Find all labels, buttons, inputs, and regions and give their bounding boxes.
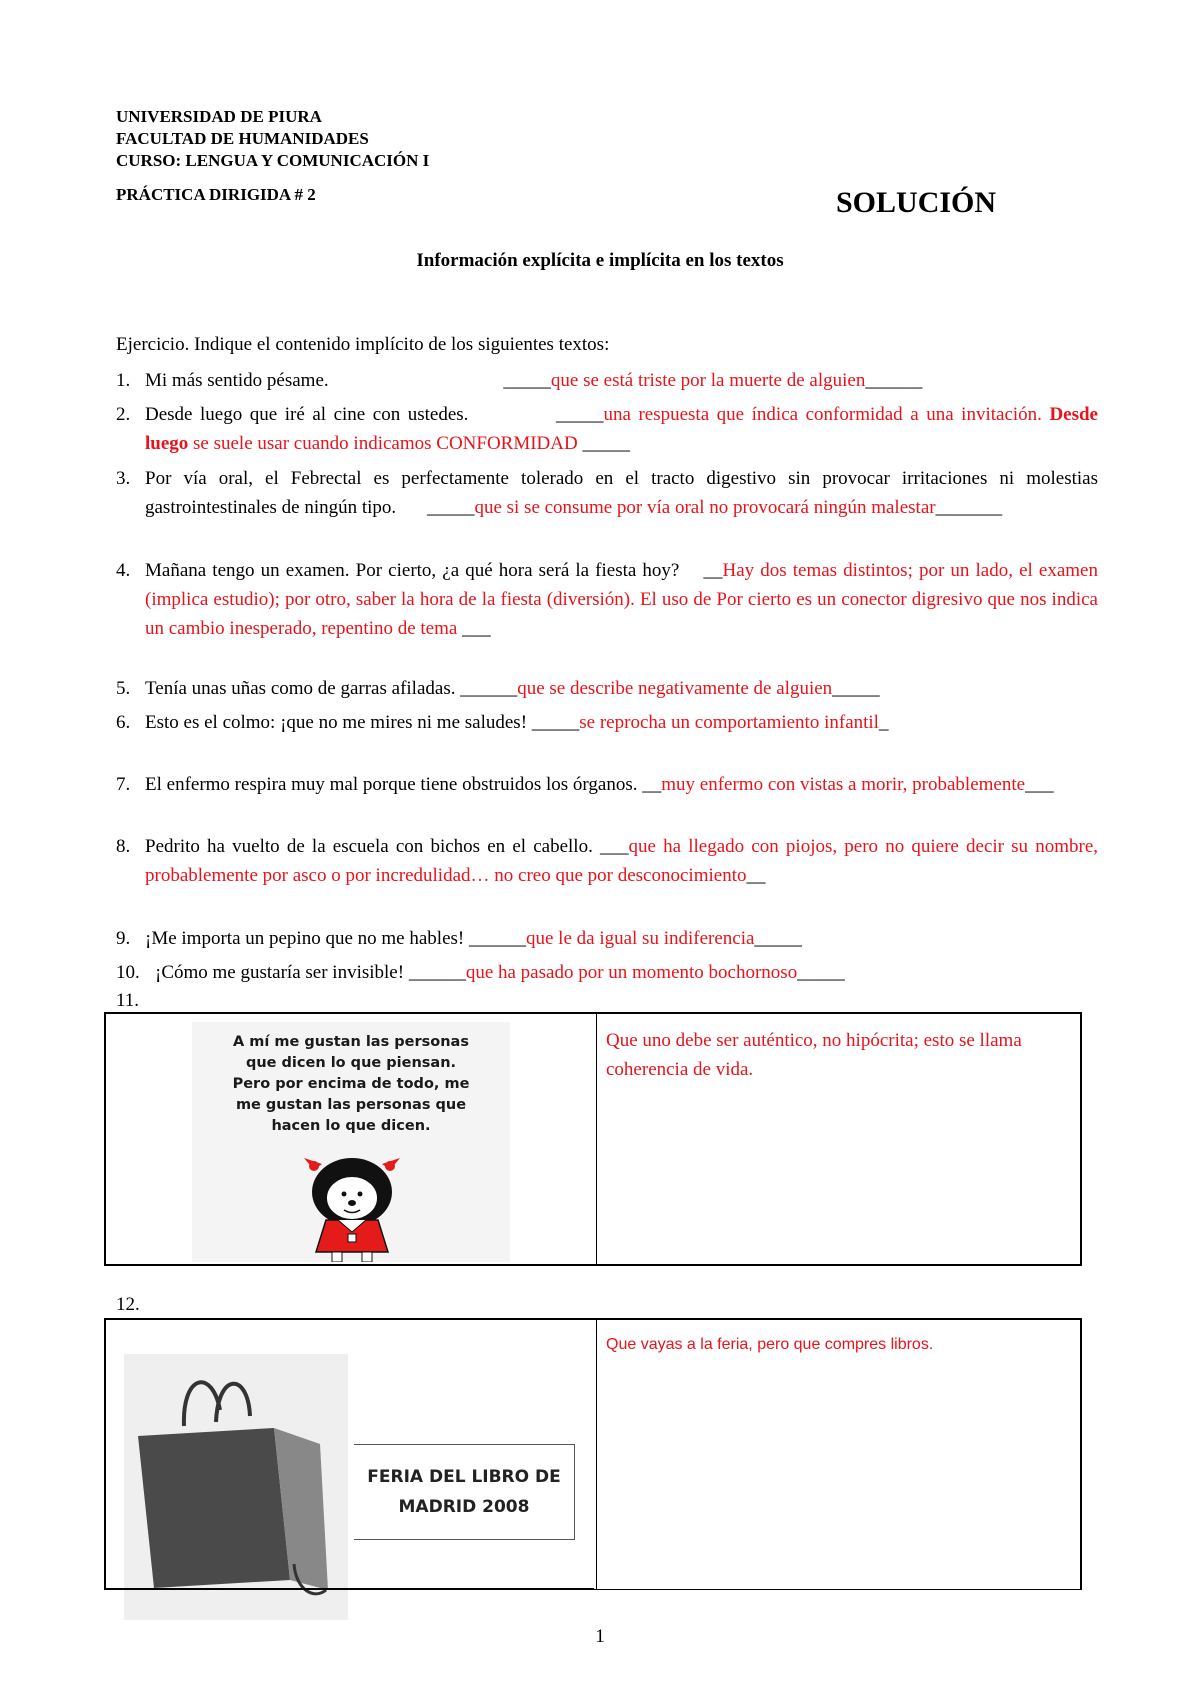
exercise-number: 7.	[116, 774, 131, 795]
exercise-prompt: Pedrito ha vuelto de la escuela con bichos en el cabello.	[145, 836, 593, 857]
answer-blank: _____	[754, 928, 802, 949]
exercise-number: 5.	[116, 678, 131, 699]
answer-blank: ___	[592, 836, 629, 857]
cartoon-quote-line: que dicen lo que piensan.	[245, 1055, 457, 1071]
cartoon-quote-line: A mí me gustan las personas	[233, 1034, 469, 1050]
sign-line: MADRID 2008	[398, 1497, 530, 1517]
mafalda-figure-icon	[292, 1148, 412, 1262]
exercise-number: 8.	[116, 836, 131, 857]
exercise-prompt: ¡Cómo me gustaría ser invisible!	[155, 962, 405, 983]
exercise-number: 6.	[116, 712, 131, 733]
answer-blank: _____	[498, 370, 551, 391]
answer-blank: _______	[935, 497, 1003, 518]
item-12-answer: Que vayas a la feria, pero que compres libros.	[606, 1336, 934, 1353]
exercise-item	[116, 464, 1098, 522]
answer-blank: _____	[797, 962, 845, 983]
exercise-answer: una respuesta que índica conformidad a una invitación.	[603, 404, 1042, 425]
exercise-prompt: Mi más sentido pésame.	[145, 370, 329, 391]
answer-blank: __	[637, 774, 662, 795]
book-fair-sign	[354, 1444, 575, 1540]
answer-blank: ___	[457, 618, 491, 639]
exercise-number: 10.	[116, 962, 140, 983]
item-11-table	[104, 1012, 1082, 1266]
exercise-number: 9.	[116, 928, 131, 949]
cartoon-quote-line: me gustan las personas que	[235, 1097, 467, 1113]
exercise-item	[116, 366, 1098, 395]
exercise-item	[116, 556, 1098, 643]
exercise-prompt: Mañana tengo un examen. Por cierto, ¿a qué hora será la fiesta hoy?	[145, 560, 680, 581]
answer-blank: _____	[577, 433, 630, 454]
exercise-prompt: Tenía unas uñas como de garras afiladas.	[145, 678, 456, 699]
exercise-number: 3.	[116, 468, 131, 489]
answer-blank: _	[878, 712, 889, 733]
table-bottom-border	[104, 1588, 594, 1590]
answer-blank: _____	[832, 678, 880, 699]
mafalda-cartoon	[192, 1022, 510, 1262]
exercise-answer: que ha pasado por un momento bochornoso	[465, 962, 798, 983]
exercise-answer-cont: se suele usar cuando indicamos CONFORMIDAD	[188, 433, 578, 454]
page-number: 1	[595, 1626, 605, 1647]
cartoon-quote	[192, 1032, 510, 1137]
exercise-item	[116, 708, 1098, 737]
item-12-label: 12.	[116, 1294, 140, 1315]
answer-blank: ______	[455, 678, 518, 699]
answer-blank: _____	[527, 712, 580, 733]
shopping-bag-icon	[124, 1354, 348, 1620]
faculty-name: FACULTAD DE HUMANIDADES	[116, 129, 369, 148]
university-name: UNIVERSIDAD DE PIURA	[116, 107, 322, 126]
sign-line: FERIA DEL LIBRO DE	[367, 1467, 561, 1487]
exercise-answer: muy enfermo con vistas a morir, probablemente	[661, 774, 1026, 795]
answer-blank: __	[697, 560, 723, 581]
practice-title: PRÁCTICA DIRIGIDA # 2	[116, 185, 316, 204]
item-11-label: 11.	[116, 990, 140, 1011]
item-11-answer: Que uno debe ser auténtico, no hipócrita; esto se llama coherencia de vida.	[606, 1030, 1022, 1080]
page-subtitle: Información explícita e implícita en los textos	[416, 250, 784, 271]
exercise-item	[116, 674, 1098, 703]
solution-heading: SOLUCIÓN	[836, 186, 997, 219]
table-divider	[596, 1320, 597, 1590]
exercise-prompt: Desde luego que iré al cine con ustedes.	[145, 404, 469, 425]
exercise-item	[116, 924, 1098, 953]
answer-emphasis: Desde luego	[145, 404, 1098, 454]
exercise-answer: Hay dos temas distintos; por un lado, el examen (implica estudio); por otro, saber la hora de la fiesta (diversión). El uso de Por cierto es un conector digresivo que nos indica un cambio inesperado, repentino de tema	[145, 560, 1098, 639]
answer-blank: ______	[404, 962, 466, 983]
exercise-prompt: Por vía oral, el Febrectal es perfectamente tolerado en el tracto digestivo sin provocar irritaciones ni molestias gastrointestinales de ningún tipo.	[145, 468, 1098, 518]
item-12-table	[104, 1318, 1082, 1590]
table-bottom-border	[594, 1589, 1082, 1590]
course-name: CURSO: LENGUA Y COMUNICACIÓN I	[116, 151, 430, 170]
table-divider	[596, 1014, 597, 1264]
exercise-number: 2.	[116, 404, 131, 425]
exercise-answer: que le da igual su indiferencia	[525, 928, 755, 949]
exercise-prompt: ¡Me importa un pepino que no me hables!	[145, 928, 465, 949]
answer-blank: _____	[548, 404, 604, 425]
exercise-answer: se reprocha un comportamiento infantil	[579, 712, 879, 733]
exercise-answer: que se describe negativamente de alguien	[517, 678, 833, 699]
exercise-item	[116, 832, 1098, 890]
answer-blank: ______	[865, 370, 923, 391]
exercise-intro: Ejercicio. Indique el contenido implícito de los siguientes textos:	[116, 334, 610, 355]
answer-blank: _____	[422, 497, 475, 518]
cartoon-quote-line: Pero por encima de todo, me	[232, 1076, 470, 1092]
exercise-item	[116, 770, 1098, 799]
exercise-item	[116, 958, 1098, 987]
cartoon-quote-line: hacen lo que dicen.	[271, 1118, 431, 1134]
exercise-item	[116, 400, 1098, 458]
exercise-number: 4.	[116, 560, 131, 581]
answer-blank: ___	[1025, 774, 1054, 795]
exercise-answer: que se está triste por la muerte de alguien	[550, 370, 866, 391]
answer-blank: ______	[464, 928, 526, 949]
exercise-prompt: Esto es el colmo: ¡que no me mires ni me saludes!	[145, 712, 528, 733]
answer-blank: __	[746, 865, 766, 886]
exercise-answer: que si se consume por vía oral no provocará ningún malestar	[474, 497, 936, 518]
exercise-prompt: El enfermo respira muy mal porque tiene obstruidos los órganos.	[145, 774, 638, 795]
exercise-number: 1.	[116, 370, 131, 391]
exercise-answer: que ha llegado con piojos, pero no quiere decir su nombre, probablemente por asco o por incredulidad… no creo que por desconocimiento	[145, 836, 1099, 886]
